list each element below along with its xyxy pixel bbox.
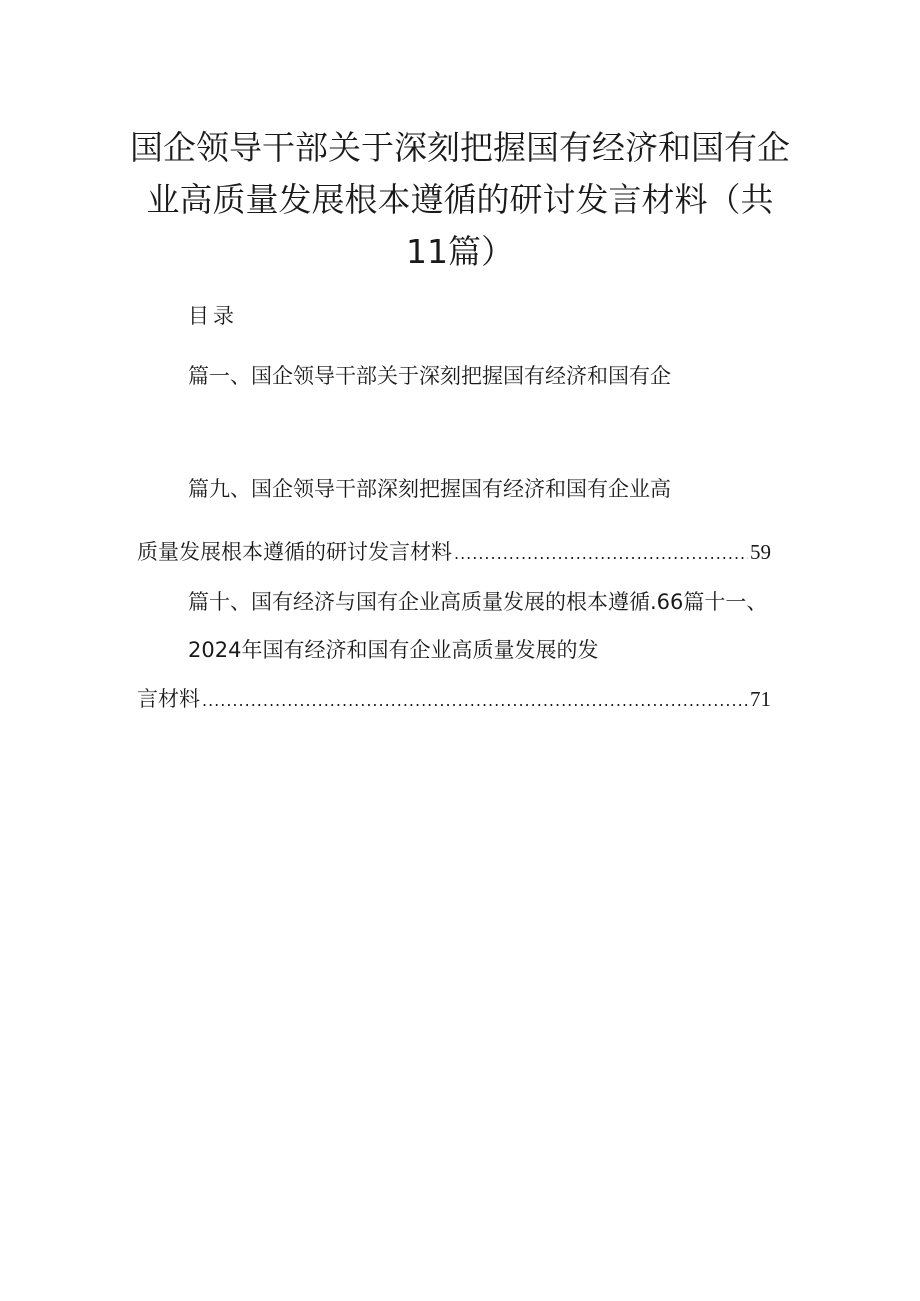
toc-entry-11-line2[interactable]	[137, 683, 771, 717]
toc-entry-11-page: 71	[750, 687, 771, 711]
toc-heading: 目录	[188, 304, 238, 328]
toc-entry-9-page: 59	[750, 540, 771, 564]
toc-entry-11-line1[interactable]: 2024年国有经济和国有企业高质量发展的发	[188, 638, 599, 662]
toc-entry-9-text: 质量发展根本遵循的研讨发言材料	[137, 540, 452, 564]
toc-entry-10[interactable]: 篇十、国有经济与国有企业高质量发展的根本遵循.66篇十一、	[188, 590, 768, 614]
toc-entry-1[interactable]: 篇一、国企领导干部关于深刻把握国有经济和国有企	[188, 364, 671, 388]
toc-entry-11-text: 言材料	[137, 687, 200, 711]
toc-entry-9-line1[interactable]: 篇九、国企领导干部深刻把握国有经济和国有企业高	[188, 477, 671, 501]
dot-leader	[454, 538, 748, 570]
dot-leader	[202, 685, 748, 717]
toc-entry-9-line2[interactable]	[137, 536, 771, 570]
document-title: 国企领导干部关于深刻把握国有经济和国有企业高质量发展根本遵循的研讨发言材料（共11篇）	[130, 128, 790, 271]
